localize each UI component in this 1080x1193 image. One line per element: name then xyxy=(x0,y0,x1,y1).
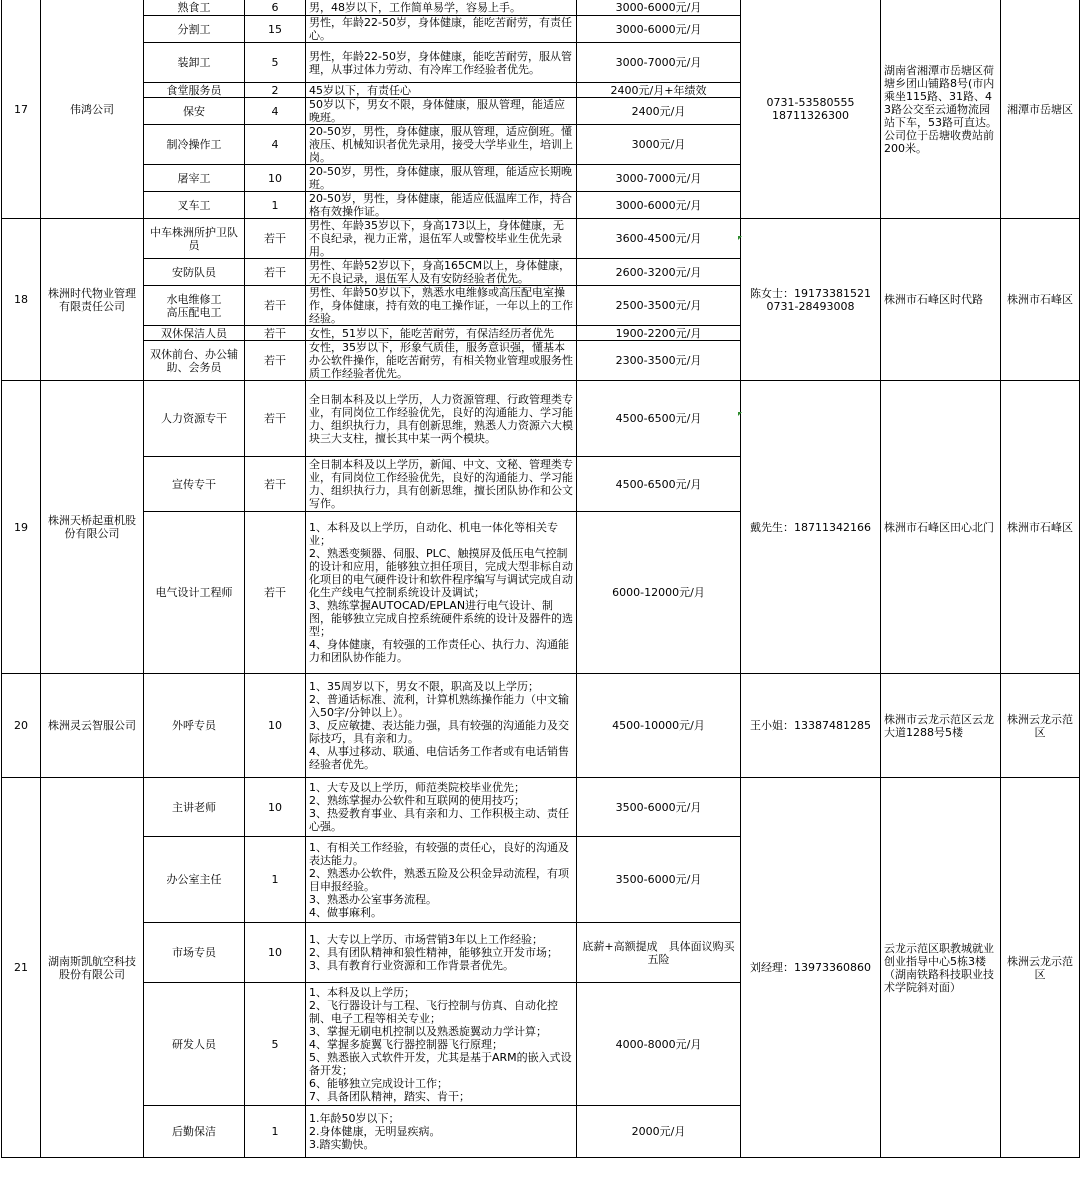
table-row xyxy=(2,0,1080,16)
company-address: 株洲市云龙示范区云龙大道1288号5楼 xyxy=(881,674,1001,778)
job-count: 1 xyxy=(245,837,306,923)
job-title: 市场专员 xyxy=(144,923,245,983)
job-count: 10 xyxy=(245,778,306,837)
job-salary: 4500-6500元/月 xyxy=(577,381,741,457)
job-count: 若干 xyxy=(245,286,306,326)
job-salary: 2600-3200元/月 xyxy=(577,259,741,286)
job-salary: 4500-10000元/月 xyxy=(577,674,741,778)
company-name: 株洲灵云智服公司 xyxy=(41,674,144,778)
job-title: 保安 xyxy=(144,98,245,125)
job-count: 若干 xyxy=(245,219,306,259)
job-requirements: 45岁以下，有责任心 xyxy=(306,83,577,98)
job-requirements: 全日制本科及以上学历，人力资源管理、行政管理类专业，有同岗位工作经验优先，良好的沟通能力、学习能力、组织执行力，具有创新思维，熟悉人力资源六大模块三大支柱，擅长其中某一两个模块。 xyxy=(306,381,577,457)
job-requirements: 男性、年龄50岁以下，熟悉水电维修或高压配电室操作，身体健康，持有效的电工操作证，一年以上的工作经验。 xyxy=(306,286,577,326)
job-requirements: 男，48岁以下，工作简单易学，容易上手。 xyxy=(306,0,577,16)
job-title: 制冷操作工 xyxy=(144,125,245,165)
cell-corner-marker xyxy=(738,236,742,240)
job-requirements: 1、35周岁以下，男女不限，职高及以上学历； 2、普通话标准、流利，计算机熟练操作能力（中文输入50字/分钟以上）。 3、反应敏捷、表达能力强，具有较强的沟通能力及交际技巧，具有亲和力。 4、从事过移动、联通、电信话务工作者或有电话销售经验者优先。 xyxy=(306,674,577,778)
job-title: 食堂服务员 xyxy=(144,83,245,98)
job-salary: 4500-6500元/月 xyxy=(577,457,741,512)
contact-info: 刘经理：13973360860 xyxy=(741,778,881,1158)
job-count: 若干 xyxy=(245,457,306,512)
job-title: 人力资源专干 xyxy=(144,381,245,457)
job-salary: 2500-3500元/月 xyxy=(577,286,741,326)
job-requirements: 1、本科及以上学历； 2、飞行器设计与工程、飞行控制与仿真、自动化控制、电子工程等相关专业； 3、掌握无刷电机控制以及熟悉旋翼动力学计算； 4、掌握多旋翼飞行器控制器飞行原理； 5、熟悉嵌入式软件开发，尤其是基于ARM的嵌入式设备开发； 6、能够独立完成设计工作； 7、具备团队精神，踏实、肯干； xyxy=(306,983,577,1106)
job-count: 10 xyxy=(245,165,306,192)
company-name: 湖南斯凯航空科技股份有限公司 xyxy=(41,778,144,1158)
job-title: 外呼专员 xyxy=(144,674,245,778)
job-requirements: 男性，年龄22-50岁，身体健康，能吃苦耐劳，服从管理，从事过体力劳动、有冷库工作经验者优先。 xyxy=(306,43,577,83)
table-row xyxy=(2,381,1080,457)
row-number: 19 xyxy=(2,381,41,674)
company-name: 伟鸿公司 xyxy=(41,0,144,219)
job-title: 宣传专干 xyxy=(144,457,245,512)
company-name: 株洲天桥起重机股份有限公司 xyxy=(41,381,144,674)
job-salary: 4000-8000元/月 xyxy=(577,983,741,1106)
job-requirements: 男性、年龄35岁以下，身高173以上，身体健康，无不良纪录，视力正常，退伍军人或警校毕业生优先录用。 xyxy=(306,219,577,259)
job-count: 若干 xyxy=(245,341,306,381)
job-title: 后勤保洁 xyxy=(144,1106,245,1158)
job-title: 屠宰工 xyxy=(144,165,245,192)
job-count: 15 xyxy=(245,16,306,43)
row-number: 20 xyxy=(2,674,41,778)
cell-corner-marker xyxy=(738,412,742,416)
job-count: 1 xyxy=(245,1106,306,1158)
job-count: 10 xyxy=(245,923,306,983)
job-salary: 3600-4500元/月 xyxy=(577,219,741,259)
job-requirements: 20-50岁，男性，身体健康，能适应低温库工作，持合格有效操作证。 xyxy=(306,192,577,219)
job-title: 双休前台、办公辅助、会务员 xyxy=(144,341,245,381)
job-count: 5 xyxy=(245,983,306,1106)
contact-info: 戴先生：18711342166 xyxy=(741,381,881,674)
job-count: 若干 xyxy=(245,381,306,457)
job-requirements: 1、大专及以上学历，师范类院校毕业优先； 2、熟练掌握办公软件和互联网的使用技巧； 3、热爱教育事业、具有亲和力、工作积极主动、责任心强。 xyxy=(306,778,577,837)
job-salary: 2000元/月 xyxy=(577,1106,741,1158)
job-requirements: 男性、年龄52岁以下，身高165CM以上，身体健康，无不良记录，退伍军人及有安防经验者优先。 xyxy=(306,259,577,286)
job-title: 分割工 xyxy=(144,16,245,43)
job-count: 5 xyxy=(245,43,306,83)
company-area: 湘潭市岳塘区 xyxy=(1001,0,1080,219)
job-title: 中车株洲所护卫队员 xyxy=(144,219,245,259)
job-salary: 2400元/月+年绩效 xyxy=(577,83,741,98)
job-salary: 2400元/月 xyxy=(577,98,741,125)
job-title: 主讲老师 xyxy=(144,778,245,837)
company-name: 株洲时代物业管理有限责任公司 xyxy=(41,219,144,381)
company-address: 湖南省湘潭市岳塘区荷塘乡团山铺路8号(市内乘坐115路、31路、43路公交至云通物流园站下车，53路可直达。公司位于岳塘收费站前200米。 xyxy=(881,0,1001,219)
job-count: 1 xyxy=(245,192,306,219)
job-title: 安防队员 xyxy=(144,259,245,286)
table-row xyxy=(2,674,1080,778)
job-listing-table xyxy=(1,0,1080,1158)
contact-info: 王小姐：13387481285 xyxy=(741,674,881,778)
job-salary: 3000-6000元/月 xyxy=(577,16,741,43)
job-count: 若干 xyxy=(245,259,306,286)
company-address: 株洲市石峰区田心北门 xyxy=(881,381,1001,674)
job-salary: 6000-12000元/月 xyxy=(577,512,741,674)
job-title: 装卸工 xyxy=(144,43,245,83)
job-salary: 3500-6000元/月 xyxy=(577,778,741,837)
job-requirements: 男性，年龄22-50岁，身体健康，能吃苦耐劳，有责任心。 xyxy=(306,16,577,43)
job-salary: 1900-2200元/月 xyxy=(577,326,741,341)
job-requirements: 1、大专以上学历、市场营销3年以上工作经验； 2、具有团队精神和狼性精神，能够独立开发市场； 3、具有教育行业资源和工作背景者优先。 xyxy=(306,923,577,983)
job-salary: 2300-3500元/月 xyxy=(577,341,741,381)
company-address: 云龙示范区职教城就业创业指导中心5栋3楼（湖南铁路科技职业技术学院斜对面） xyxy=(881,778,1001,1158)
job-requirements: 女性，35岁以下，形象气质佳，服务意识强，懂基本办公软件操作，能吃苦耐劳，有相关物业管理或服务性质工作经验者优先。 xyxy=(306,341,577,381)
company-address: 株洲市石峰区时代路 xyxy=(881,219,1001,381)
table-row xyxy=(2,219,1080,259)
job-requirements: 50岁以下，男女不限，身体健康，服从管理，能适应晚班。 xyxy=(306,98,577,125)
job-salary: 3000-6000元/月 xyxy=(577,0,741,16)
job-requirements: 全日制本科及以上学历，新闻、中文、文秘、管理类专业，有同岗位工作经验优先，良好的沟通能力、学习能力、组织执行力，具有创新思维，擅长团队协作和公文写作。 xyxy=(306,457,577,512)
company-area: 株洲云龙示范区 xyxy=(1001,778,1080,1158)
job-salary: 底薪+高额提成 具体面议购买五险 xyxy=(577,923,741,983)
job-title: 熟食工 xyxy=(144,0,245,16)
company-area: 株洲云龙示范区 xyxy=(1001,674,1080,778)
job-title: 水电维修工 高压配电工 xyxy=(144,286,245,326)
job-requirements: 20-50岁，男性，身体健康，服从管理，能适应长期晚班。 xyxy=(306,165,577,192)
company-area: 株洲市石峰区 xyxy=(1001,219,1080,381)
job-requirements: 1.年龄50岁以下； 2.身体健康，无明显疾病。 3.踏实勤快。 xyxy=(306,1106,577,1158)
row-number: 21 xyxy=(2,778,41,1158)
job-title: 电气设计工程师 xyxy=(144,512,245,674)
job-salary: 3000-7000元/月 xyxy=(577,165,741,192)
job-title: 双休保洁人员 xyxy=(144,326,245,341)
job-count: 2 xyxy=(245,83,306,98)
job-salary: 3000-6000元/月 xyxy=(577,192,741,219)
job-count: 若干 xyxy=(245,326,306,341)
contact-info: 陈女士：19173381521 0731-28493008 xyxy=(741,219,881,381)
job-title: 研发人员 xyxy=(144,983,245,1106)
row-number: 18 xyxy=(2,219,41,381)
job-requirements: 1、有相关工作经验，有较强的责任心，良好的沟通及表达能力。 2、熟悉办公软件，熟悉五险及公积金异动流程，有项目申报经验。 3、熟悉办公室事务流程。 4、做事麻利。 xyxy=(306,837,577,923)
job-salary: 3000-7000元/月 xyxy=(577,43,741,83)
job-salary: 3500-6000元/月 xyxy=(577,837,741,923)
job-count: 4 xyxy=(245,125,306,165)
company-area: 株洲市石峰区 xyxy=(1001,381,1080,674)
job-count: 6 xyxy=(245,0,306,16)
job-count: 10 xyxy=(245,674,306,778)
job-requirements: 1、本科及以上学历，自动化、机电一体化等相关专业； 2、熟悉变频器、伺服、PLC、触摸屏及低压电气控制的设计和应用，能够独立担任项目，完成大型非标自动化项目的电气硬件设计和软件程序编写与调试完成自动化生产线电气控制系统设计及调试； 3、熟练掌握AUTOCAD/EPLAN进行电气设计、制图，能够独立完成自控系统硬件系统的设计及器件的选型； 4、身体健康，有较强的工作责任心、执行力、沟通能力和团队协作能力。 xyxy=(306,512,577,674)
job-requirements: 女性，51岁以下，能吃苦耐劳，有保洁经历者优先 xyxy=(306,326,577,341)
job-title: 办公室主任 xyxy=(144,837,245,923)
job-count: 4 xyxy=(245,98,306,125)
contact-info: 0731-53580555 18711326300 xyxy=(741,0,881,219)
row-number: 17 xyxy=(2,0,41,219)
job-salary: 3000元/月 xyxy=(577,125,741,165)
job-title: 叉车工 xyxy=(144,192,245,219)
table-row xyxy=(2,778,1080,837)
job-requirements: 20-50岁，男性，身体健康，服从管理，适应倒班。懂液压、机械知识者优先录用，接受大学毕业生，培训上岗。 xyxy=(306,125,577,165)
job-count: 若干 xyxy=(245,512,306,674)
